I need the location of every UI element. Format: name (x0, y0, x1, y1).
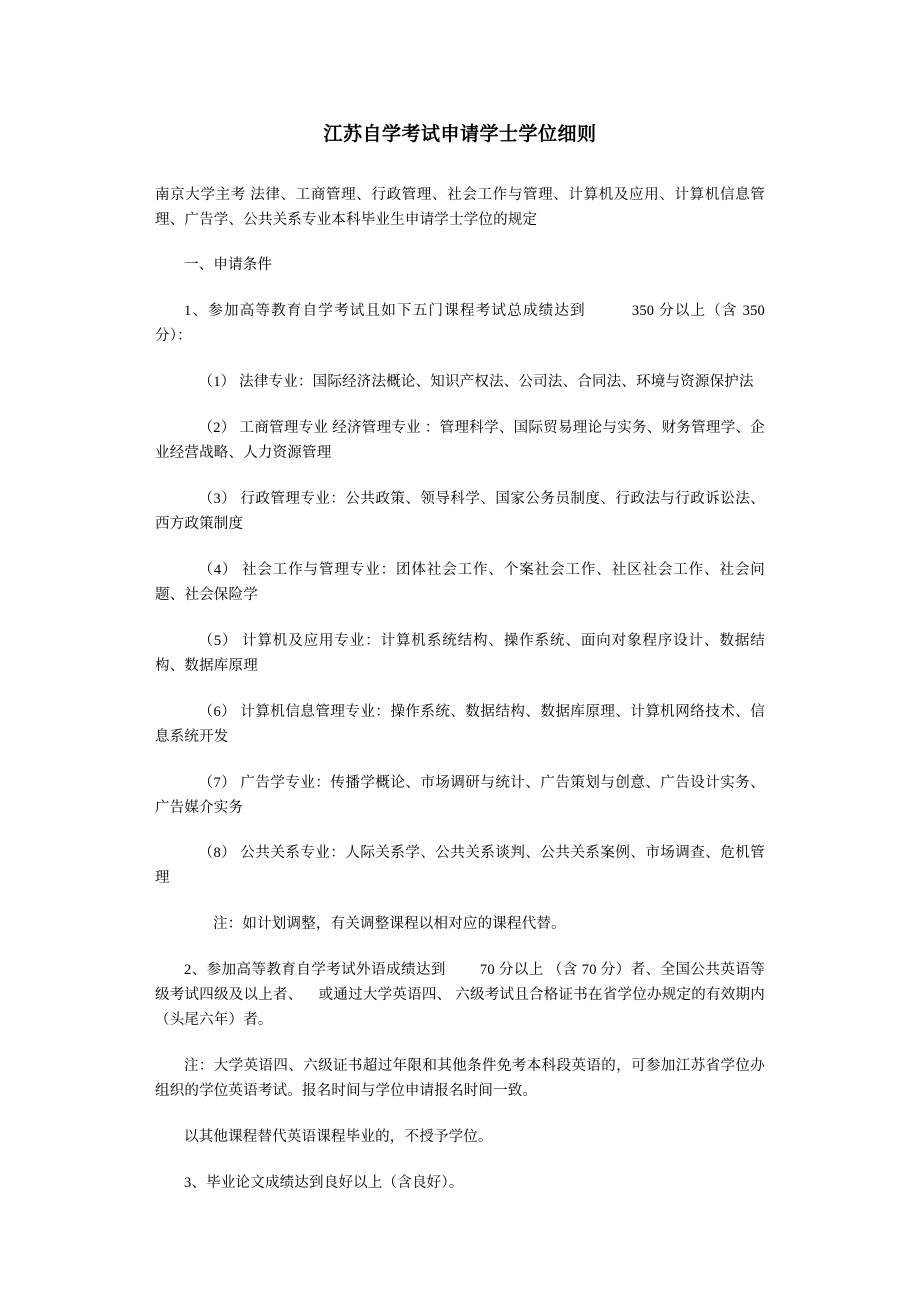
item-1-tail: 350 分以上（含 350 分）： (155, 303, 765, 345)
note-3: 以其他课程替代英语课程毕业的，不授予学位。 (184, 1128, 493, 1145)
item-1-line (155, 299, 765, 349)
item-1-lead: 1、参加高等教育自学考试且如下五门课程考试总成绩达到 (184, 303, 586, 320)
note-2: 注：大学英语四、六级证书超过年限和其他条件免考本科段英语的，可参加江苏省学位办组织的学位英语考试。报名时间与学位申请报名时间一致。 (155, 1058, 765, 1100)
major-item: （2） 工商管理专业 经济管理专业 ：管理科学、国际贸易理论与实务、财务管理学、企业经营战略、人力资源管理 (155, 420, 765, 462)
intro-paragraph: 南京大学主考 法律、工商管理、行政管理、社会工作与管理、计算机及应用、计算机信息管理、广告学、公共关系专业本科毕业生申请学士学位的规定 (155, 186, 765, 228)
item-2-lead: 2、参加高等教育自学考试外语成绩达到 (184, 962, 446, 979)
note-1: 注：如计划调整，有关调整课程以相对应的课程代替。 (213, 916, 566, 933)
major-item: （3） 行政管理专业：公共政策、领导科学、国家公务员制度、行政法与行政诉讼法、西方政策制度 (155, 491, 765, 533)
page-title: 江苏自学考试申请学士学位细则 (323, 124, 597, 145)
major-item: （4） 社会工作与管理专业：团体社会工作、个案社会工作、社区社会工作、社会问题、社会保险学 (155, 561, 765, 603)
major-item: （8） 公共关系专业：人际关系学、公共关系谈判、公共关系案例、市场调查、危机管理 (155, 845, 765, 887)
section-1-heading: 一、申请条件 (184, 257, 273, 274)
item-3: 3、毕业论文成绩达到良好以上（含良好）。 (184, 1174, 464, 1191)
major-item: （5） 计算机及应用专业：计算机系统结构、操作系统、面向对象程序设计、数据结构、数据库原理 (155, 632, 765, 674)
major-item: （7） 广告学专业：传播学概论、市场调研与统计、广告策划与创意、广告设计实务、广告媒介实务 (155, 774, 765, 816)
item-2-tail: 或通过大学英语四、 六级考试且合格证书在省学位办规定的有效期内（头尾六年）者。 (155, 987, 765, 1029)
item-2-mid: 70 分以上 （含 70 分）者、全国公共英语等级考试四级及以上者、 (155, 962, 765, 1004)
major-item: （6） 计算机信息管理专业：操作系统、数据结构、数据库原理、计算机网络技术、信息系统开发 (155, 703, 765, 745)
item-2-paragraph (155, 958, 765, 1033)
major-item: （1） 法律专业：国际经济法概论、知识产权法、公司法、合同法、环境与资源保护法 (198, 374, 754, 391)
